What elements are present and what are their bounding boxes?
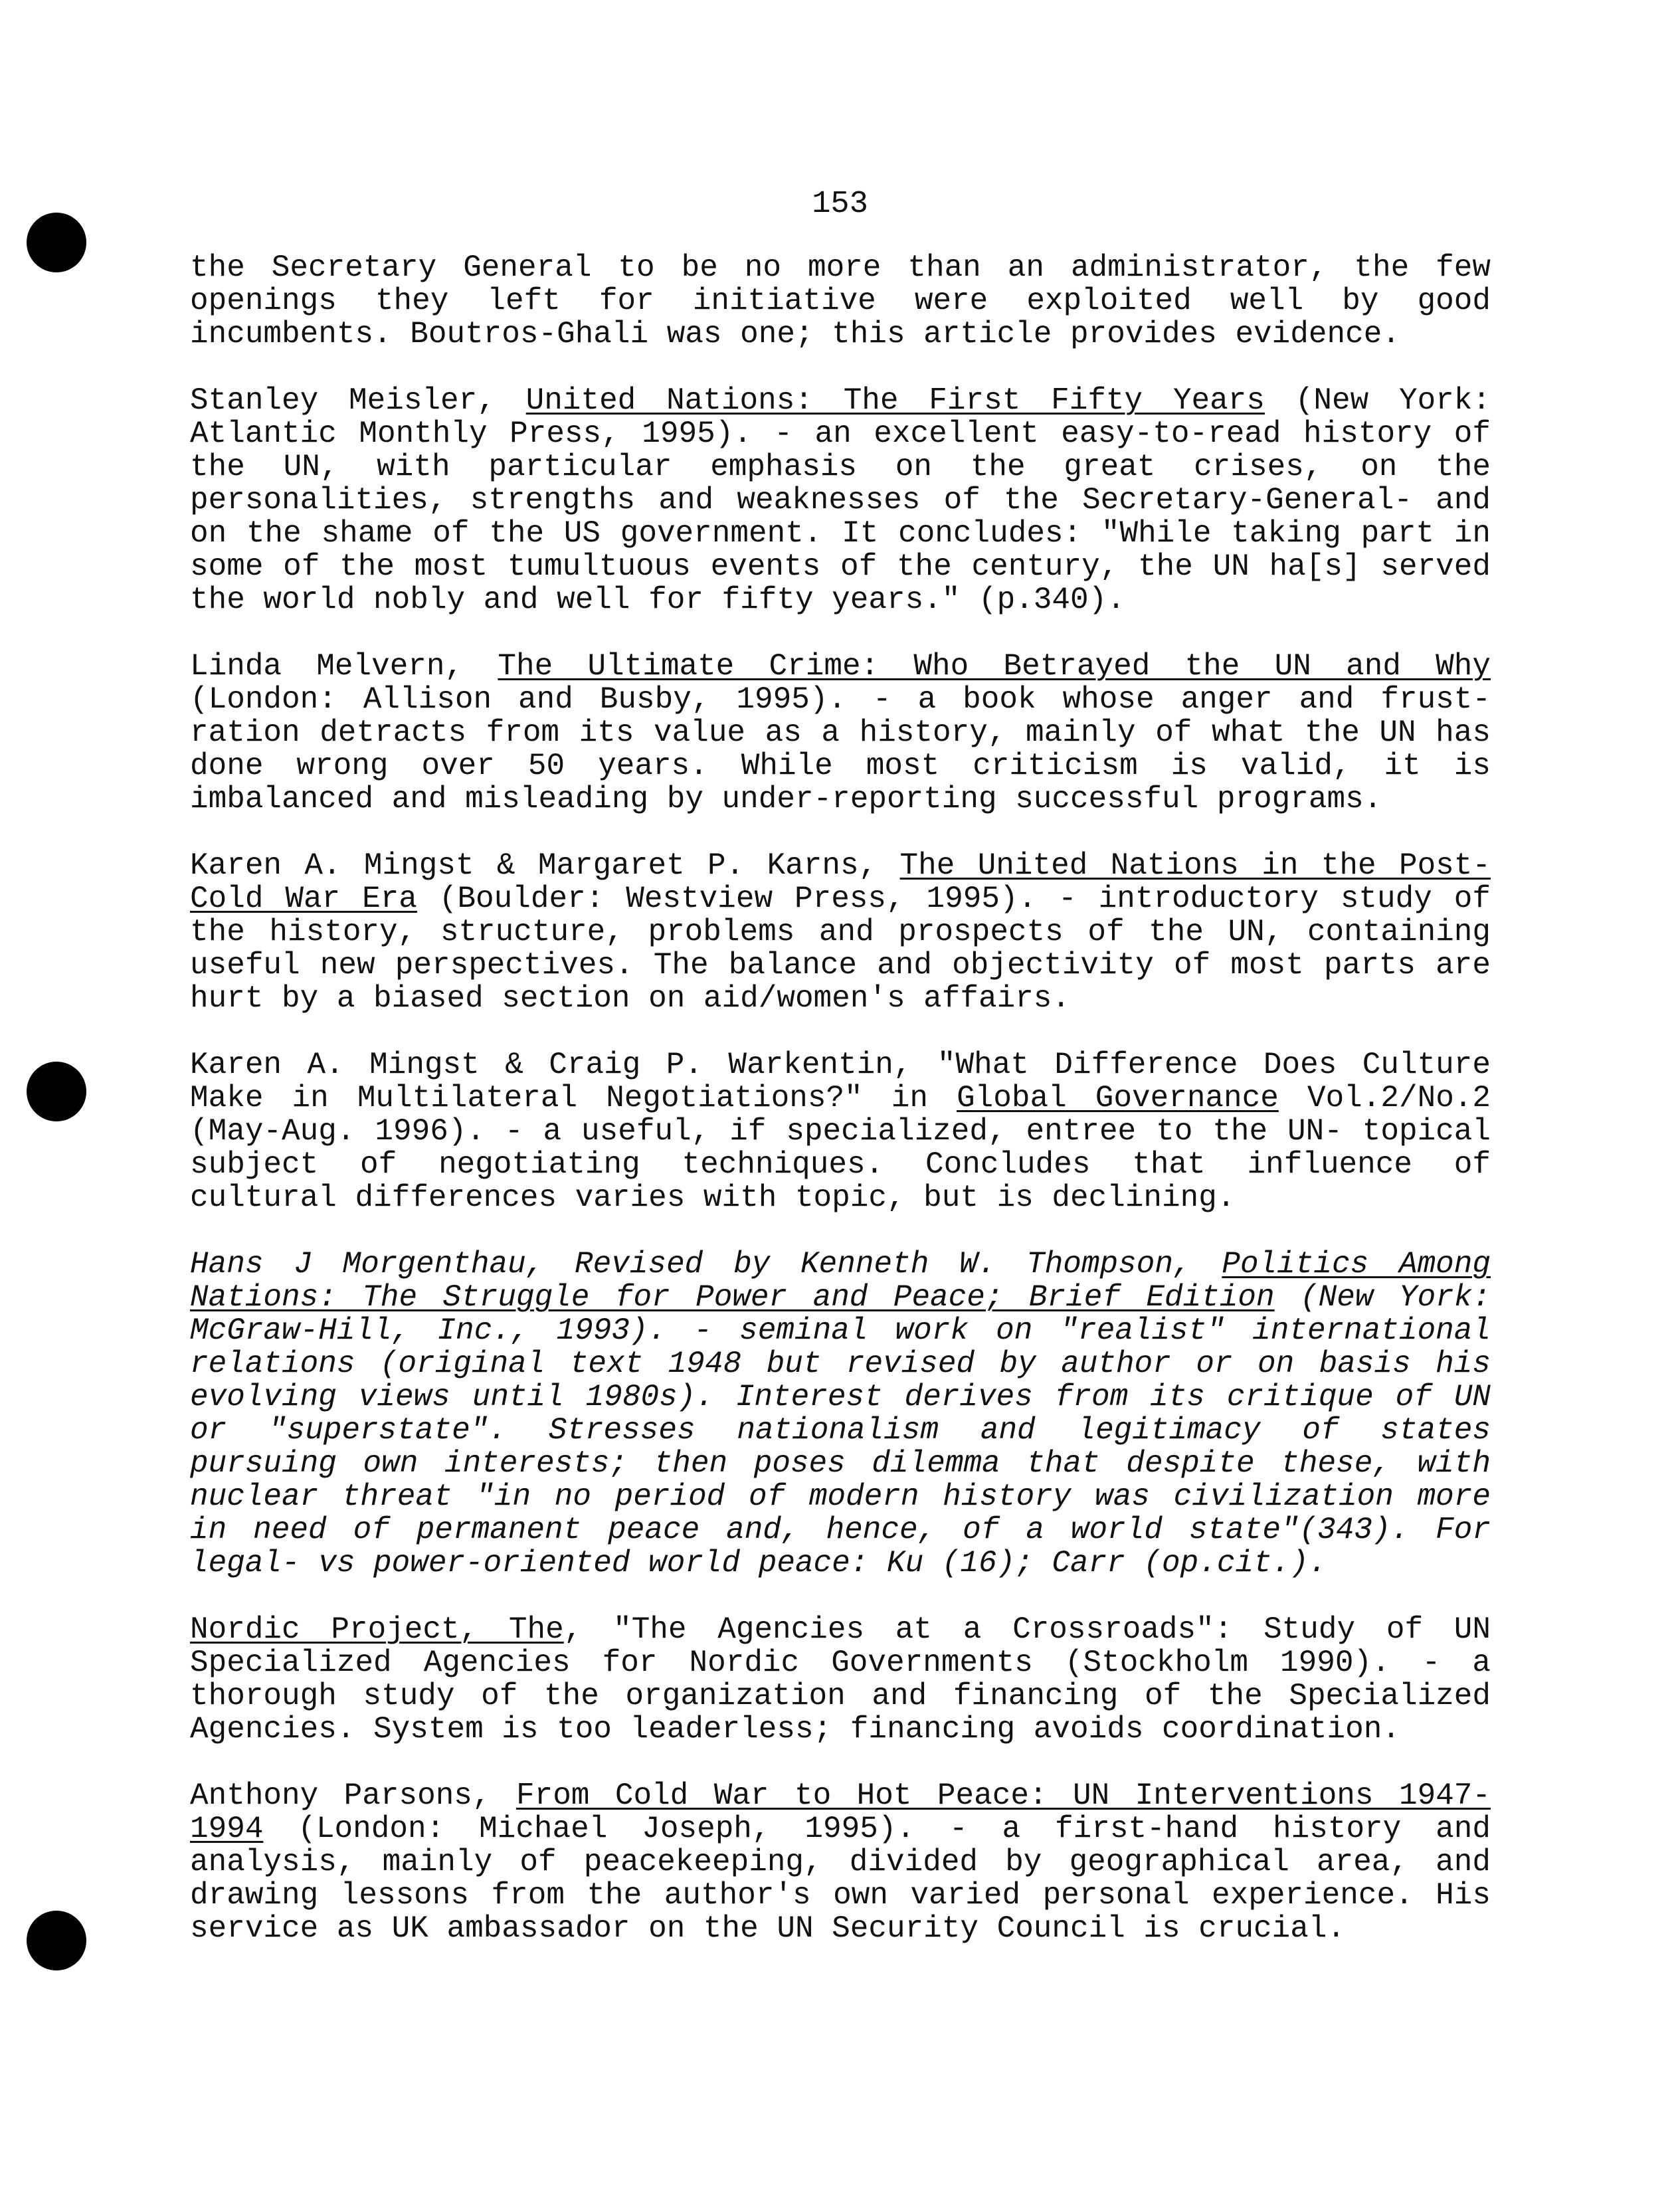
bibliography-entry [190, 384, 1491, 617]
entry-annotation: (London: Allison and Busby, 1995). - a book whose anger and frust- ration detracts from its value as a history, mainly of what the UN has done wrong over 50 years. While most criticism is valid, it is imbalanced and misleading by under-reporting successful programs. [190, 682, 1491, 816]
entry-title: Global Governance [957, 1081, 1279, 1115]
entry-author-text: Anthony Parsons, [190, 1778, 516, 1813]
entry-title: From Cold War to Hot Peace: UN Interventions 1947-1994 [190, 1778, 1491, 1846]
bibliography-entry [190, 251, 1491, 351]
bibliography-entry [190, 1613, 1491, 1746]
bibliography-entry [190, 849, 1491, 1015]
entry-author-text: Karen A. Mingst & Margaret P. Karns, [190, 848, 900, 883]
entry-title: Nordic Project, The [190, 1612, 564, 1647]
entry-author-text: Stanley Meisler, [190, 383, 526, 418]
entry-annotation: , "The Agencies at a Crossroads": Study of UN Specialized Agencies for Nordic Governments (Stockholm 1990). - a thorough study of the organization and financing of the Specialized Agencies. System is too leaderless; financing avoids coordination. [190, 1612, 1491, 1747]
bibliography-list [190, 251, 1491, 1978]
bibliography-entry [190, 1779, 1491, 1945]
entry-annotation: Vol.2/No.2 (May-Aug. 1996). - a useful, if specialized, entree to the UN- topical subject of negotiating techniques. Concludes that influence of cultural differences varies with topic, but is declining. [190, 1081, 1491, 1215]
punch-hole-middle [27, 1062, 86, 1121]
entry-title: Politics Among Nations: The Struggle for Power and Peace; Brief Edition [190, 1247, 1491, 1315]
entry-annotation: (Boulder: Westview Press, 1995). - introductory study of the history, structure, problems and prospects of the UN, containing useful new perspectives. The balance and objectivity of most parts are hurt by a biased section on aid/women's affairs. [190, 882, 1491, 1016]
entry-annotation: (London: Michael Joseph, 1995). - a first-hand history and analysis, mainly of peacekeeping, divided by geographical area, and drawing lessons from the author's own varied personal experience. His service as UK ambassador on the UN Security Council is crucial. [190, 1812, 1491, 1946]
entry-author-text: Hans J Morgenthau, Revised by Kenneth W. Thompson, [190, 1247, 1222, 1282]
page-number: 153 [812, 187, 868, 222]
entry-annotation: the Secretary General to be no more than an administrator, the few openings they left for initiative were exploited well by good incumbents. Boutros-Ghali was one; this article provides evidence. [190, 250, 1491, 351]
bibliography-entry [190, 1248, 1491, 1580]
entry-annotation: (New York: Atlantic Monthly Press, 1995). - an excellent easy-to-read history of the UN, with particular emphasis on the great crises, on the personalities, strengths and weaknesses of the Secretary-General- and on the shame of the US government. It concludes: "While taking part in some of the most tumultuous events of the century, the UN ha[s] served the world nobly and well for fifty years." (p.340). [190, 383, 1491, 617]
entry-title: The Ultimate Crime: Who Betrayed the UN and Why [498, 649, 1491, 684]
entry-author-text: Linda Melvern, [190, 649, 498, 684]
bibliography-entry [190, 1048, 1491, 1214]
entry-author-text: Karen A. Mingst & Craig P. Warkentin, "What Difference Does Culture Make in Multilateral Negotiations?" in [190, 1048, 1491, 1115]
entry-title: The United Nations in the Post-Cold War Era [190, 848, 1491, 916]
entry-title: United Nations: The First Fifty Years [525, 383, 1265, 418]
punch-hole-bottom [27, 1911, 86, 1970]
bibliography-entry [190, 650, 1491, 816]
entry-annotation: (New York: McGraw-Hill, Inc., 1993). - seminal work on "realist" international relations (original text 1948 but revised by author or on basis his evolving views until 1980s). Interest derives from its critique of UN or "superstate". Stresses nationalism and legitimacy of states pursuing own interests; then poses dilemma that despite these, with nuclear threat "in no period of modern history was civilization more in need of permanent peace and, hence, of a world state"(343). For legal- vs power-oriented world peace: Ku (16); Carr (op.cit.). [190, 1280, 1491, 1580]
punch-hole-top [27, 213, 86, 272]
